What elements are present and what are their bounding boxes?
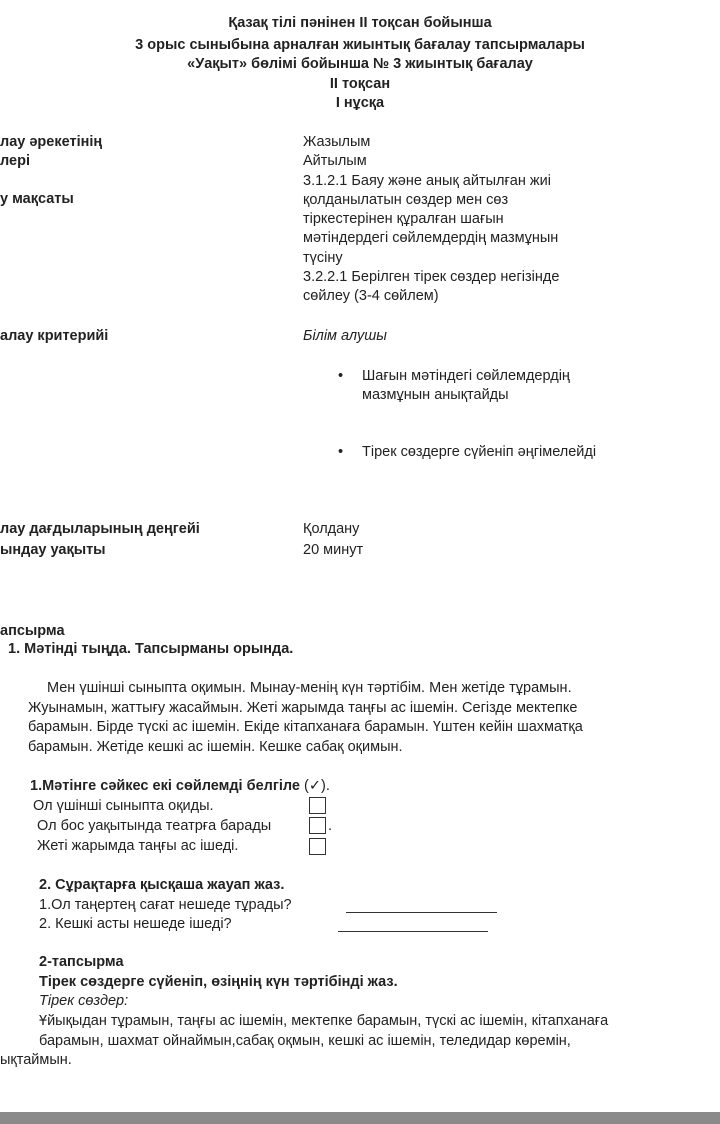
q1-item-3: Жеті жарымда таңғы ас ішеді.: [37, 838, 239, 854]
goal-line: қолданылатын сөздер мен сөз: [303, 191, 509, 208]
header-line-4: II тоқсан: [329, 76, 391, 92]
goal-line: түсіну: [303, 249, 343, 266]
task2-support-line: ықтаймын.: [0, 1052, 72, 1068]
q2-answer-line-2[interactable]: [338, 931, 488, 932]
header-line-2: 3 орыс сыныбына арналған жиынтық бағалау тапсырмалары: [135, 37, 585, 53]
goal-line: 3.2.2.1 Берілген тірек сөздер негізінде: [303, 269, 560, 286]
task2-heading: 2-тапсырма: [39, 954, 124, 970]
q1-item-1: Ол үшінші сыныпта оқиды.: [33, 798, 214, 814]
q1-item-2-dot: .: [328, 818, 333, 834]
header-line-3: «Уақыт» бөлімі бойынша № 3 жиынтық бағалау: [187, 56, 533, 72]
task2-support-line: Ұйықыдан тұрамын, таңғы ас ішемін, мектепке барамын, түскі ас ішемін, кітапханаға: [39, 1013, 609, 1029]
q2-answer-line-1[interactable]: [346, 912, 497, 913]
q1-check-mark: (✓).: [300, 778, 330, 794]
task1-heading: апсырма: [0, 623, 65, 639]
criteria-bullet-1: [338, 367, 570, 405]
goal-line: сөйлеу (3-4 сөйлем): [303, 288, 439, 305]
goal-line: мәтіндердегі сөйлемдердің мазмұнын: [303, 230, 559, 247]
q1-title-row: [30, 777, 330, 796]
task1-instruction: 1. Мәтінді тыңда. Тапсырманы орында.: [8, 641, 294, 657]
q2-item-1: 1.Ол таңертең сағат нешеде тұрады?: [39, 897, 292, 913]
q2-item-2: 2. Кешкі асты нешеде ішеді?: [39, 916, 232, 932]
label-time: ындау уақыты: [0, 542, 106, 558]
task1-text-line: Жуынамын, жаттығу жасаймын. Жеті жарымда таңғы ас ішемін. Сегізде мектепке: [28, 699, 578, 716]
q1-item-2: Ол бос уақытында театрға барады: [37, 818, 272, 834]
criteria-bullet-text: Шағын мәтіндегі сөйлемдердің: [362, 368, 570, 384]
header-line-5: I нұсқа: [335, 95, 385, 111]
criteria-bullet-text: Тірек сөздерге сүйеніп әңгімелейді: [362, 444, 597, 460]
task1-text: [28, 679, 698, 757]
label-activity-1: лау әрекетінің: [0, 134, 103, 150]
criteria-intro: Білім алушы: [303, 328, 387, 344]
label-skills: лау дағдыларының деңгейі: [0, 521, 200, 537]
activity-value: Жазылым: [303, 134, 371, 150]
task1-text-line: барамын. Жетіде кешкі ас ішемін. Кешке сабақ оқимын.: [28, 738, 403, 755]
bottom-gray-bar: [0, 1112, 720, 1124]
task2-instruction: Тірек сөздерге сүйеніп, өзіңнің күн тәртібінді жаз.: [39, 974, 398, 990]
task1-text-line: барамын. Бірде түскі ас ішемін. Екіде кітапханаға барамын. Үштен кейін шахматқа: [28, 719, 583, 735]
label-criteria: алау критерийі: [0, 328, 109, 344]
bullet-icon: •: [338, 444, 344, 460]
label-goals: у мақсаты: [0, 191, 74, 207]
activity-and-goals: [303, 133, 559, 307]
bullet-icon: •: [338, 368, 344, 384]
header-line-1: Қазақ тілі пәнінен II тоқсан бойынша: [228, 15, 492, 31]
task2-support-line: барамын, шахмат ойнаймын,сабақ оқмын, кешкі ас ішемін, теледидар көремін,: [39, 1033, 571, 1049]
q1-checkbox-3[interactable]: [309, 838, 326, 855]
q1-checkbox-1[interactable]: [309, 797, 326, 814]
goal-line: тіркестерінен құралған шағын: [303, 211, 504, 228]
criteria-bullet-2: [338, 443, 597, 462]
goal-line: 3.1.2.1 Баяу және анық айтылған жиі: [303, 172, 551, 189]
label-activity-2: лері: [0, 153, 30, 169]
q2-title: 2. Сұрақтарға қысқаша жауап жаз.: [39, 877, 285, 893]
skills-value: Қолдану: [303, 521, 360, 537]
q1-title: 1.Мәтінге сәйкес екі сөйлемді белгіле: [30, 778, 300, 794]
time-value: 20 минут: [303, 542, 364, 558]
task1-text-line: Мен үшінші сыныпта оқимын. Мынау-менің күн тәртібім. Мен жетіде тұрамын.: [47, 680, 572, 696]
task2-support-label: Тірек сөздер:: [39, 993, 129, 1009]
q1-checkbox-2[interactable]: [309, 817, 326, 834]
criteria-bullet-text: мазмұнын анықтайды: [362, 387, 509, 403]
activity-value: Айтылым: [303, 153, 367, 170]
